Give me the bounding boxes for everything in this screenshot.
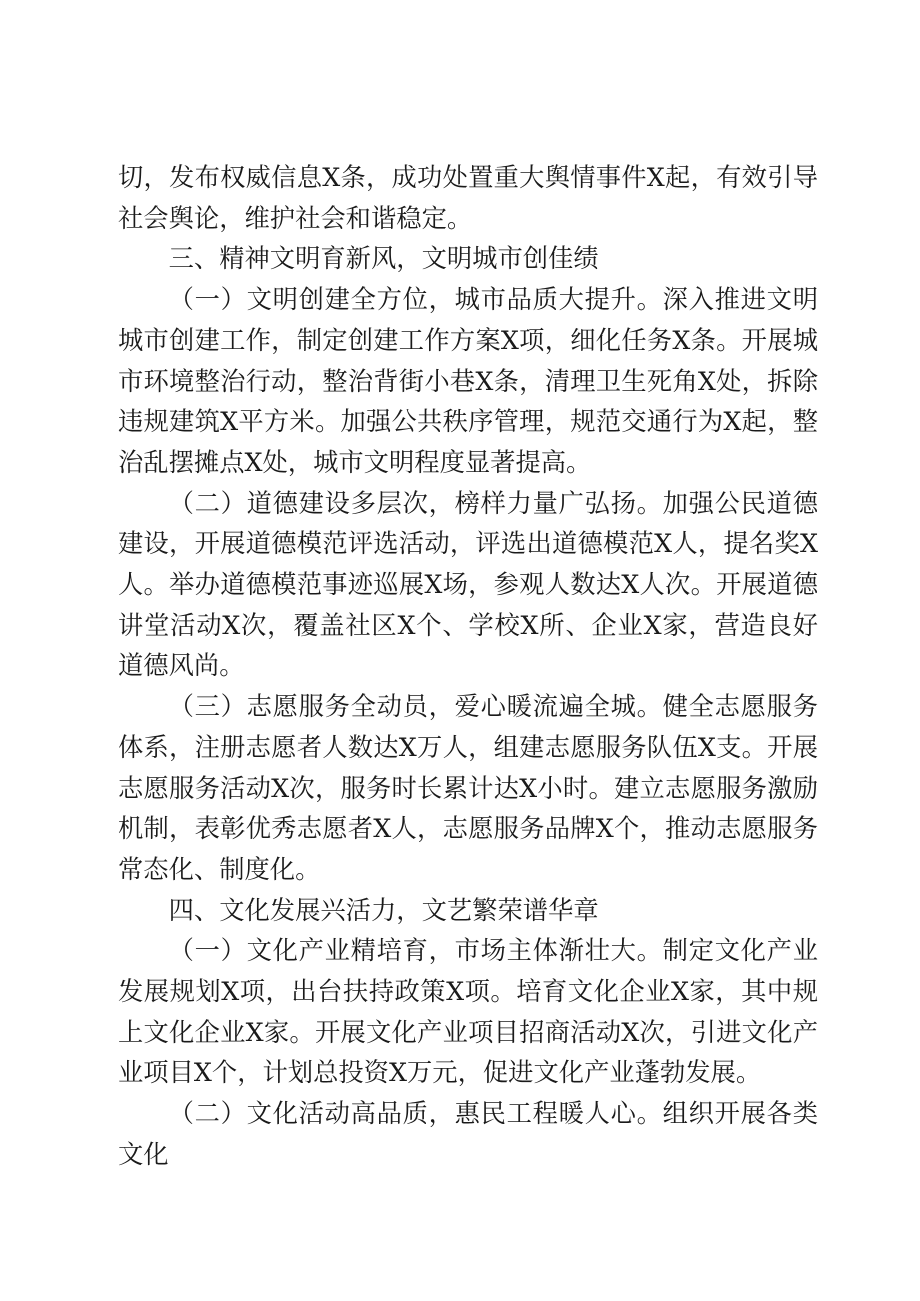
section-heading-3: 三、精神文明育新风，文明城市创佳绩 <box>168 244 599 274</box>
paragraph-4-1: （一）文化产业精培育，市场主体渐壮大。制定文化产业发展规划X项，出台扶持政策X项。培育文化企业X家，其中规上文化企业X家。开展文化产业项目招商活动X次，引进文化产业项目X个，计划总投资X万元，促进文化产业蓬勃发展。 <box>118 936 818 1088</box>
paragraph-4-2: （二）文化活动高品质，惠民工程暖人心。组织开展各类文化 <box>118 1099 818 1169</box>
section-heading-4: 四、文化发展兴活力，文艺繁荣谱华章 <box>168 895 599 925</box>
paragraph-continued: 切，发布权威信息X条，成功处置重大舆情事件X起，有效引导社会舆论，维护社会和谐稳定。 <box>118 163 818 233</box>
paragraph-3-3: （三）志愿服务全动员，爱心暖流遍全城。健全志愿服务体系，注册志愿者人数达X万人，组建志愿服务队伍X支。开展志愿服务活动X次，服务时长累计达X小时。建立志愿服务激励机制，表彰优秀志愿者X人，志愿服务品牌X个，推动志愿服务常态化、制度化。 <box>118 692 818 884</box>
document-body <box>118 158 818 1176</box>
paragraph-3-1: （一）文明创建全方位，城市品质大提升。深入推进文明城市创建工作，制定创建工作方案X项，细化任务X条。开展城市环境整治行动，整治背街小巷X条，清理卫生死角X处，拆除违规建筑X平方米。加强公共秩序管理，规范交通行为X起，整治乱摆摊点X处，城市文明程度显著提高。 <box>118 285 818 477</box>
paragraph-3-2: （二）道德建设多层次，榜样力量广弘扬。加强公民道德建设，开展道德模范评选活动，评选出道德模范X人，提名奖X人。举办道德模范事迹巡展X场，参观人数达X人次。开展道德讲堂活动X次，覆盖社区X个、学校X所、企业X家，营造良好道德风尚。 <box>118 488 818 681</box>
